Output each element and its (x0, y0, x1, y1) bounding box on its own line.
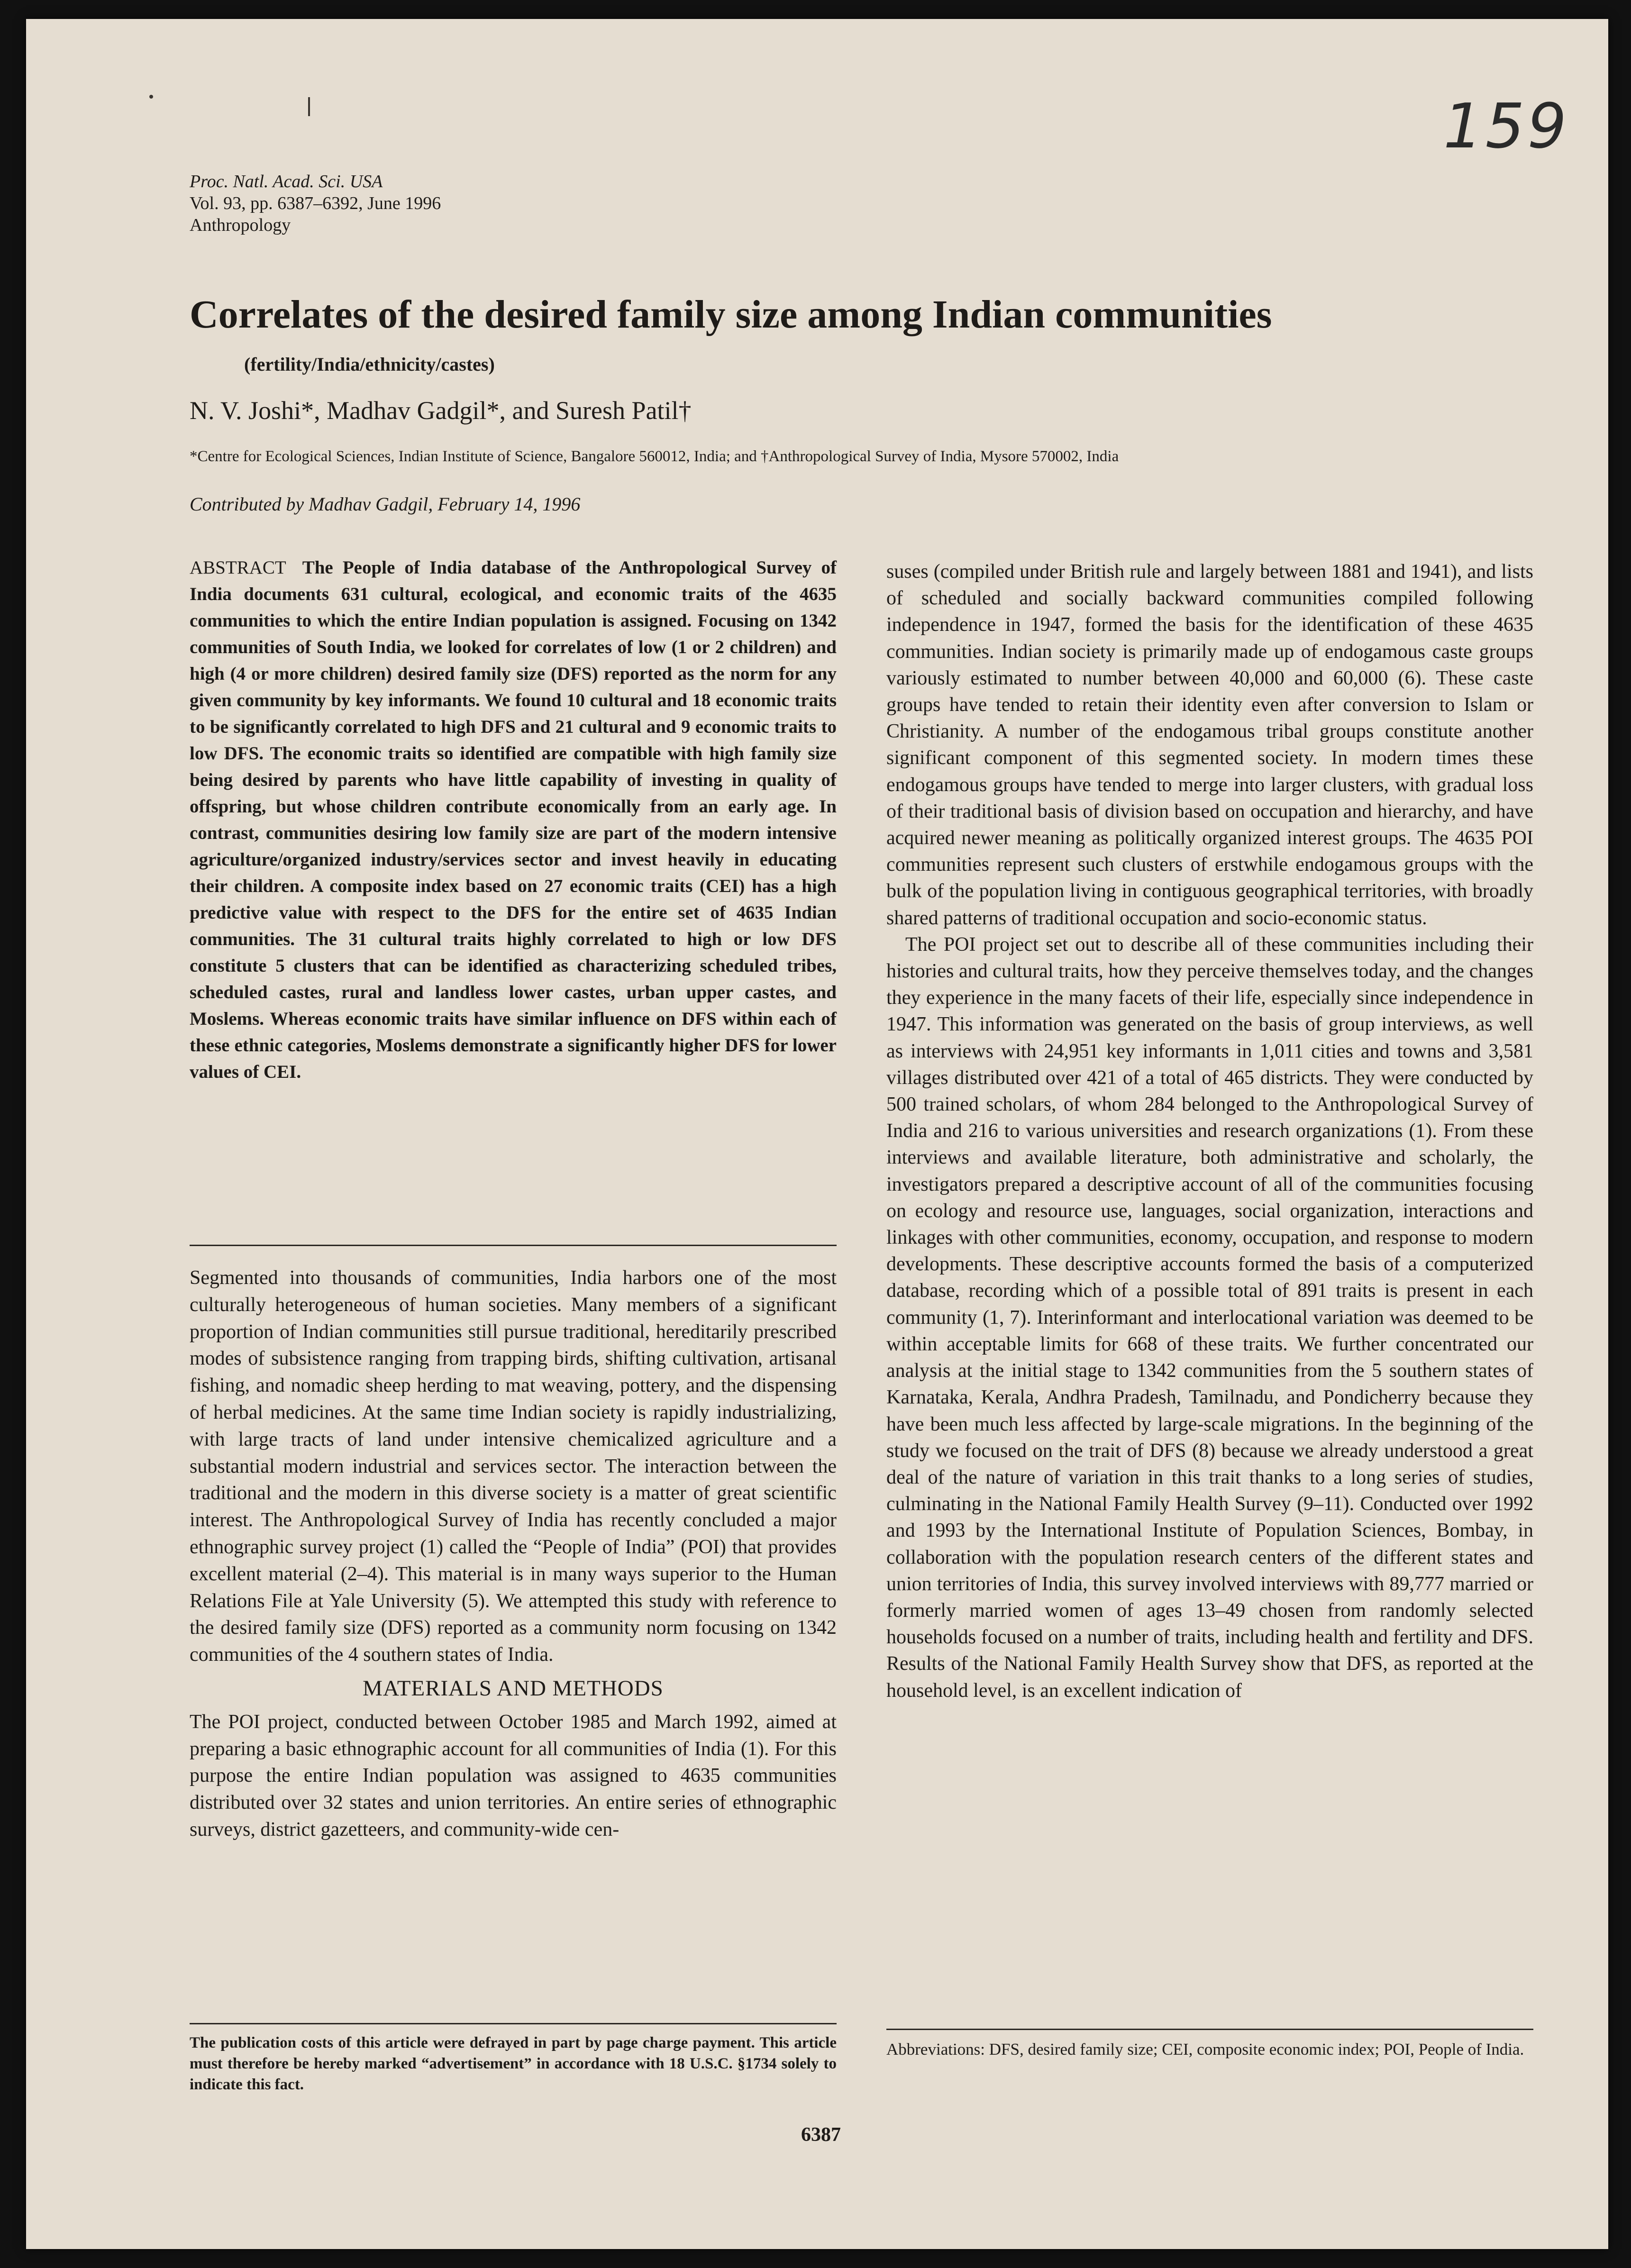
contributed-line: Contributed by Madhav Gadgil, February 14, 1996 (190, 493, 581, 515)
journal-volume: Vol. 93, pp. 6387–6392, June 1996 (190, 193, 441, 213)
right-body (886, 558, 1533, 1704)
methods-paragraph: The POI project, conducted between October 1985 and March 1992, aimed at preparing a basic ethnographic account for all communities of India (1). For this purpose the entire Indian population was assigned to 4635 communities distributed over 32 states and union territories. An entire series of ethnographic surveys, district gazetteers, and community-wide cen- (190, 1711, 837, 1840)
abstract-label: ABSTRACT (190, 557, 286, 578)
handwritten-page-number: 159 (1443, 90, 1570, 162)
journal-citation (190, 171, 441, 236)
page-number: 6387 (801, 2124, 841, 2146)
left-body (190, 1265, 837, 1843)
footnote-left: The publication costs of this article were defrayed in part by page charge payment. This article must therefore be hereby marked “advertisement” in accordance with 18 U.S.C. §1734 solely to indicate this fact. (190, 2034, 837, 2093)
tick-mark (308, 97, 310, 116)
speck-mark (149, 95, 153, 99)
journal-section: Anthropology (190, 215, 291, 235)
right-paragraph-2: The POI project set out to describe all of these communities including their histories and cultural traits, how they perceive themselves today, and the changes they experience in the many facets of their life, especially since independence in 1947. This information was generated on the basis of group interviews, as well as interviews with 24,951 key informants in 1,011 cities and towns and 3,581 villages distributed over 421 of a total of 465 districts. They were conducted by 500 trained scholars, of whom 284 belonged to the Anthropological Survey of India and 216 to various universities and research organizations (1). From these interviews and available literature, both administrative and scholarly, the investigators prepared a descriptive account of all of the communities focusing on ecology and resource use, languages, social organization, interactions and linkages with other communities, economy, occupation, and response to modern developments. These descriptive accounts formed the basis of a computerized database, recording which of a possible total of 891 traits is present in each community (1, 7). Interinformant and interlocational variation was deemed to be within acceptable limits for 668 of these traits. We further concentrated our analysis at the initial stage to 1342 communities from the 5 southern states of Karnataka, Kerala, Andhra Pradesh, Tamilnadu, and Pondicherry because they have been much less affected by large-scale migrations. In the beginning of the study we focused on the trait of DFS (8) because we already understood a great deal of the nature of variation in this trait thanks to a long series of studies, culminating in the National Family Health Survey (9–11). Conducted over 1992 and 1993 by the International Institute of Population Sciences, Bombay, in collaboration with the population research centers of the different states and union territories of India, this survey involved interviews with 89,777 married or formerly married women of ages 13–49 chosen from randomly selected households focused on a number of traits, including health and fertility and DFS. Results of the National Family Health Survey show that DFS, as reported at the household level, is an excellent indication of (886, 933, 1533, 1702)
affiliations: *Centre for Ecological Sciences, Indian Institute of Science, Bangalore 560012, India; and †Anthropological Survey of India, Mysore 570002, India (190, 448, 1119, 465)
journal-page (26, 19, 1608, 2249)
journal-name: Proc. Natl. Acad. Sci. USA (190, 172, 383, 191)
authors: N. V. Joshi*, Madhav Gadgil*, and Suresh Patil† (190, 396, 692, 425)
footnote-divider-right (886, 2029, 1533, 2030)
footnote-right: Abbreviations: DFS, desired family size; CEI, composite economic index; POI, People of India. (886, 2040, 1524, 2059)
intro-paragraph: Segmented into thousands of communities, India harbors one of the most culturally heterogeneous of human societies. Many members of a significant proportion of Indian communities still pursue traditional, hereditarily prescribed modes of subsistence ranging from trapping birds, shifting cultivation, artisanal fishing, and nomadic sheep herding to mat weaving, pottery, and the dispensing of herbal medicines. At the same time Indian society is rapidly industrializing, with large tracts of land under intensive chemicalized agriculture and a substantial modern industrial and services sector. The interaction between the traditional and the modern in this diverse society is a matter of great scientific interest. The Anthropological Survey of India has recently concluded a major ethnographic survey project (1) called the “People of India” (POI) that provides excellent material (2–4). This material is in many ways superior to the Human Relations File at Yale University (5). We attempted this study with reference to the desired family size (DFS) reported as a community norm focusing on 1342 communities of the 4 southern states of India. (190, 1267, 837, 1666)
abstract (190, 555, 837, 1085)
footnote-divider-left (190, 2023, 837, 2024)
keywords: (fertility/India/ethnicity/castes) (244, 354, 495, 375)
article-title: Correlates of the desired family size among Indian communities (190, 292, 1272, 337)
abstract-text: The People of India database of the Anthropological Survey of India documents 631 cultural, ecological, and economic traits of the 4635 communities to which the entire Indian population is assigned. Focusing on 1342 communities of South India, we looked for correlates of low (1 or 2 children) and high (4 or more children) desired family size (DFS) reported as the norm for any given community by key informants. We found 10 cultural and 18 economic traits to be significantly correlated to high DFS and 21 cultural and 9 economic traits to low DFS. The economic traits so identified are compatible with high family size being desired by parents who have little capability of investing in quality of offspring, but whose children contribute economically from an early age. In contrast, communities desiring low family size are part of the modern intensive agriculture/organized industry/services sector and invest heavily in educating their children. A composite index based on 27 economic traits (CEI) has a high predictive value with respect to the DFS for the entire set of 4635 Indian communities. The 31 cultural traits highly correlated to high or low DFS constitute 5 clusters that can be identified as characterizing scheduled tribes, scheduled castes, rural and landless lower castes, urban upper castes, and Moslems. Whereas economic traits have similar influence on DFS within each of these ethnic categories, Moslems demonstrate a significantly higher DFS for lower values of CEI. (190, 557, 837, 1082)
right-paragraph-1: suses (compiled under British rule and largely between 1881 and 1941), and lists of scheduled and socially backward communities compiled following independence in 1947, formed the basis for the identification of these 4635 communities. Indian society is primarily made up of endogamous caste groups variously estimated to number between 40,000 and 60,000 (6). These caste groups have tended to retain their identity even after conversion to Islam or Christianity. A number of the endogamous tribal groups constitute another significant component of this segmented society. In modern times these endogamous groups have tended to merge into larger clusters, with gradual loss of their traditional basis of division based on occupation and hierarchy, and have acquired newer meaning as politically organized interest groups. The 4635 POI communities represent such clusters of erstwhile endogamous groups with the bulk of the population living in contiguous geographical territories, with broadly shared patterns of traditional occupation and socio-economic status. (886, 561, 1533, 929)
abstract-divider (190, 1245, 837, 1246)
section-heading: MATERIALS AND METHODS (363, 1676, 664, 1701)
